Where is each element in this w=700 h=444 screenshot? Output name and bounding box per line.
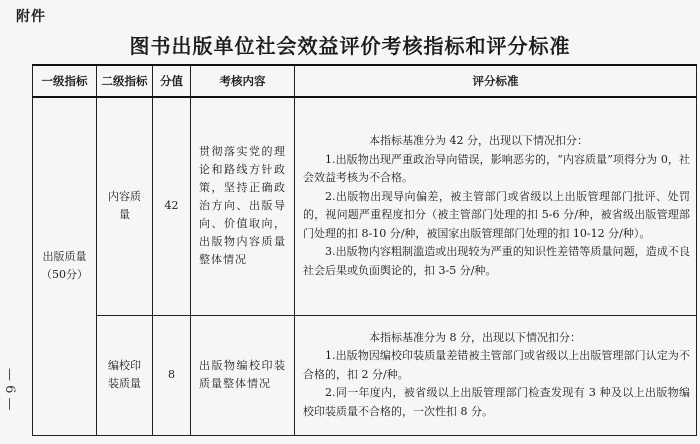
column-header-level2: 二级指标 bbox=[97, 65, 153, 97]
criteria-line: 3.出版物内容粗制滥造或出现较为严重的知识性差错等质量问题，造成不良社会后果或负面舆论的，扣 3-5 分/种。 bbox=[303, 245, 690, 277]
scoring-criteria bbox=[295, 97, 697, 315]
level2-indicator: 内容质量 bbox=[97, 97, 153, 315]
table-row bbox=[33, 315, 697, 435]
criteria-line: 1.出版物因编校印装质量差错被主管部门或省级以上出版管理部门认定为不合格的，扣 2 分/种。 bbox=[303, 349, 690, 381]
criteria-line: 本指标基准分为 42 分，出现以下情况扣分： bbox=[369, 134, 588, 148]
table-row bbox=[33, 97, 697, 315]
criteria-line: 本指标基准分为 8 分，出现以下情况扣分： bbox=[369, 330, 581, 344]
score-value: 42 bbox=[153, 97, 191, 315]
level2-indicator: 编校印装质量 bbox=[97, 315, 153, 435]
scoring-criteria bbox=[295, 315, 697, 435]
column-header-score: 分值 bbox=[153, 65, 191, 97]
column-header-criteria: 评分标准 bbox=[295, 65, 697, 97]
level1-indicator: 出版质量（50分） bbox=[33, 97, 97, 435]
criteria-line: 2.出版物出现导向偏差，被主管部门或省级以上出版管理部门批评、处罚的，视问题严重程度扣分（被主管部门处理的扣 5-6 分/种，被省级出版管理部门处理的扣 8-10 分/种，被国家出版管理部门处理的扣 10-12 分/种）。 bbox=[303, 189, 690, 240]
assessment-content: 出版物编校印装质量整体情况 bbox=[191, 315, 295, 435]
attachment-label: 附件 bbox=[16, 9, 46, 25]
page-title: 图书出版单位社会效益评价考核指标和评分标准 bbox=[129, 34, 571, 58]
page-number: — 6 — bbox=[2, 368, 17, 411]
assessment-content: 贯彻落实党的理论和路线方针政策，坚持正确政治方向、出版导向、价值取向，出版物内容质量整体情况 bbox=[191, 97, 295, 315]
column-header-content: 考核内容 bbox=[191, 65, 295, 97]
table-header-row bbox=[33, 65, 697, 97]
column-header-level1: 一级指标 bbox=[33, 65, 97, 97]
scoring-table bbox=[32, 64, 697, 436]
criteria-line: 1.出版物出现严重政治导向错误，影响恶劣的，“内容质量”项得分为 0，社会效益考核为不合格。 bbox=[303, 152, 690, 185]
criteria-line: 2.同一年度内，被省级以上出版管理部门检查发现有 3 种及以上出版物编校印装质量不合格的，一次性扣 8 分。 bbox=[303, 386, 690, 418]
score-value: 8 bbox=[153, 315, 191, 435]
